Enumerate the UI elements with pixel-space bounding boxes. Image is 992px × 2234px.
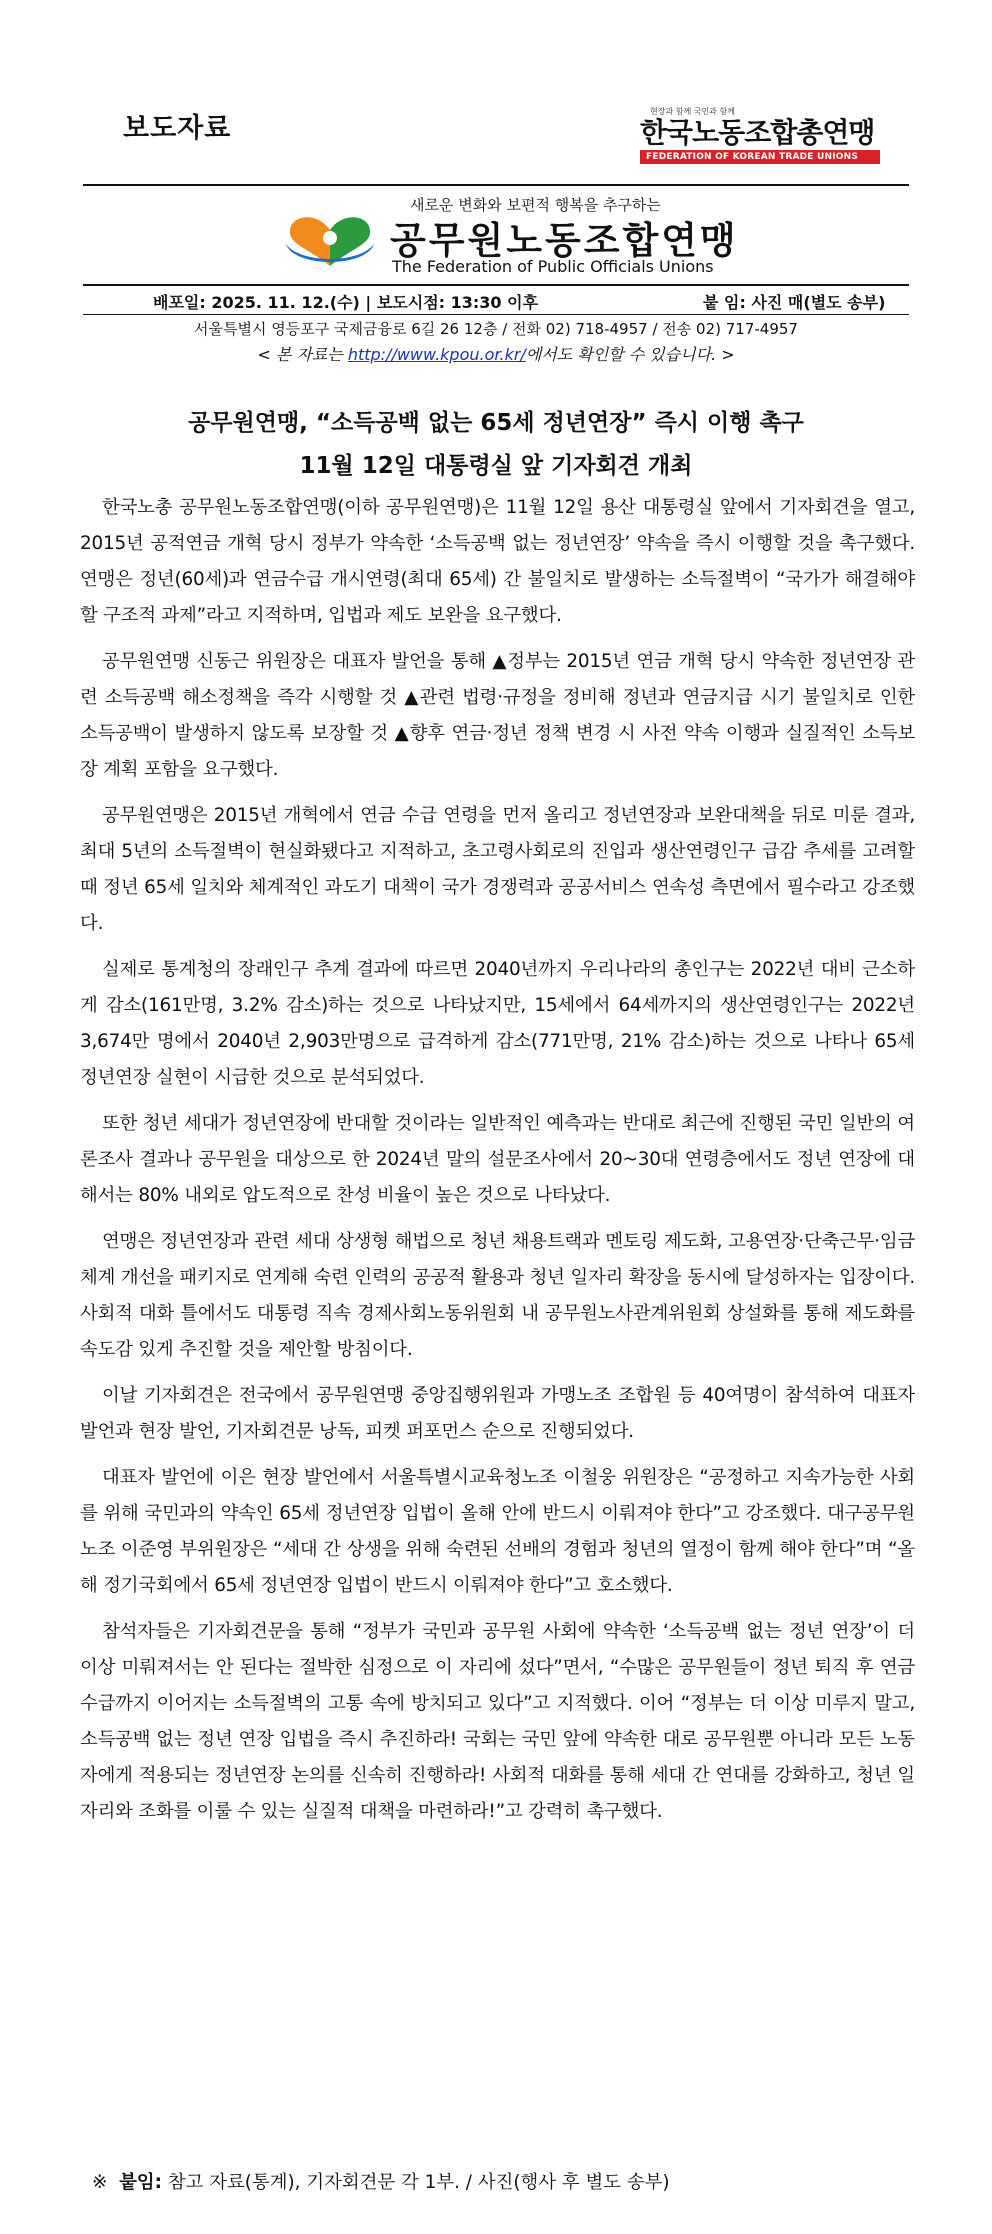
paragraph: 공무원연맹은 2015년 개혁에서 연금 수급 연령을 먼저 올리고 정년연장과 보완대책을 뒤로 미룬 결과, 최대 5년의 소득절벽이 현실화됐다고 지적하고, 초고령사회로의 진입과 생산연령인구 급감 추세를 고려할 때 정년 65세 일치와 체계적인 과도기 대책이 국가 경쟁력과 공공서비스 연속성 측면에서 필수라고 강조했다. <box>80 805 915 934</box>
paragraph: 참석자들은 기자회견문을 통해 “정부가 국민과 공무원 사회에 약속한 ‘소득공백 없는 정년 연장’이 더 이상 미뤄져서는 안 된다는 절박한 심정으로 이 자리에 섰다”면서, “수많은 공무원들이 정년 퇴직 후 연금 수급까지 이어지는 소득절벽의 고통 속에 방치되고 있다”고 지적했다. 이어 “정부는 더 이상 미루지 말고, 소득공백 없는 정년 연장 입법을 즉시 추진하라! 국회는 국민 앞에 약속한 대로 공무원뿐 아니라 모든 노동자에게 적용되는 정년연장 논의를 신속히 진행하라! 사회적 대화를 통해 세대 간 연대를 강화하고, 청년 일자리와 조화를 이룰 수 있는 실질적 대책을 마련하라!”고 강력히 촉구했다. <box>80 1621 915 1822</box>
reference-mark: ※ <box>92 2172 108 2193</box>
attachment-note: 붙 임: 사진 매(별도 송부) <box>703 293 886 312</box>
union-name-korean: 공무원노동조합연맹 <box>390 219 739 262</box>
union-logo-icon <box>280 208 380 272</box>
attachment-line <box>92 2168 670 2194</box>
paragraph: 한국노총 공무원노동조합연맹(이하 공무원연맹)은 11월 12일 용산 대통령실 앞에서 기자회견을 열고, 2015년 공적연금 개혁 당시 정부가 약속한 ‘소득공백 없는 정년연장’ 약속을 즉시 이행할 것을 촉구했다. 연맹은 정년(60세)과 연금수급 개시연령(최대 65세) 간 불일치로 발생하는 소득절벽이 “국가가 해결해야 할 구조적 과제”라고 지적하며, 입법과 제도 보완을 요구했다. <box>80 497 915 626</box>
release-meta-row <box>83 288 909 312</box>
fktu-name-english: FEDERATION OF KOREAN TRADE UNIONS <box>646 152 859 162</box>
article-body <box>80 490 915 1840</box>
fktu-red-bar <box>640 150 880 164</box>
contact-address: 서울특별시 영등포구 국제금융로 6길 26 12층 / 전화 02) 718-4957 / 전송 02) 717-4957 <box>194 320 798 338</box>
paragraph: 대표자 발언에 이은 현장 발언에서 서울특별시교육청노조 이철웅 위원장은 “공정하고 지속가능한 사회를 위해 국민과의 약속인 65세 정년연장 입법이 올해 안에 반드시 이뤄져야 한다”고 강조했다. 대구공무원노조 이준영 부위원장은 “세대 간 상생을 위해 숙련된 선배의 경험과 청년의 열정이 함께 해야 한다”며 “올해 정기국회에서 65세 정년연장 입법이 반드시 이뤄져야 한다”고 호소했다. <box>80 1467 915 1596</box>
press-release-label: 보도자료 <box>123 113 232 144</box>
subheadline: 11월 12일 대통령실 앞 기자회견 개최 <box>299 453 693 479</box>
notice-prefix: < 본 자료는 <box>257 345 348 364</box>
paragraph: 또한 청년 세대가 정년연장에 반대할 것이라는 일반적인 예측과는 반대로 최근에 진행된 국민 일반의 여론조사 결과나 공무원을 대상으로 한 2024년 말의 설문조사에서 20~30대 연령층에서도 정년 연장에 대해서는 80% 내외로 압도적으로 찬성 비율이 높은 것으로 나타났다. <box>80 1113 915 1206</box>
paragraph: 공무원연맹 신동근 위원장은 대표자 발언을 통해 ▲정부는 2015년 연금 개혁 당시 약속한 정년연장 관련 소득공백 해소정책을 즉각 시행할 것 ▲관련 법령·규정을 정비해 정년과 연금지급 시기 불일치로 인한 소득공백이 발생하지 않도록 보장할 것 ▲향후 연금·정년 정책 변경 시 사전 약속 이행과 실질적인 소득보장 계획 포함을 요구했다. <box>80 651 915 780</box>
website-link[interactable]: http://www.kpou.or.kr/ <box>347 345 526 364</box>
fktu-logo <box>640 106 880 164</box>
fktu-name: 한국노동조합총연맹 <box>640 116 875 149</box>
header-divider <box>83 184 909 186</box>
website-notice <box>0 342 992 365</box>
headline: 공무원연맹, “소득공백 없는 65세 정년연장” 즉시 이행 촉구 <box>188 410 804 436</box>
meta-top-divider <box>83 284 909 286</box>
release-dates: 배포일: 2025. 11. 12.(수) | 보도시점: 13:30 이후 <box>153 293 539 312</box>
fktu-slogan: 현장과 함께 국민과 함께 <box>650 107 735 116</box>
union-slogan: 새로운 변화와 보편적 행복을 추구하는 <box>410 196 661 214</box>
union-name-english: The Federation of Public Officials Unions <box>392 257 714 276</box>
notice-suffix: 에서도 확인할 수 있습니다. > <box>525 345 735 364</box>
attachment-text: 참고 자료(통계), 기자회견문 각 1부. / 사진(행사 후 별도 송부) <box>162 2172 670 2193</box>
paragraph: 실제로 통계청의 장래인구 추계 결과에 따르면 2040년까지 우리나라의 총인구는 2022년 대비 근소하게 감소(161만명, 3.2% 감소)하는 것으로 나타났지만, 15세에서 64세까지의 생산연령인구는 2022년 3,674만 명에서 2040년 2,903만명으로 급격하게 감소(771만명, 21% 감소)하는 것으로 나타나 65세 정년연장 실현이 시급한 것으로 분석되었다. <box>80 959 915 1088</box>
paragraph: 연맹은 정년연장과 관련 세대 상생형 해법으로 청년 채용트랙과 멘토링 제도화, 고용연장·단축근무·임금체계 개선을 패키지로 연계해 숙련 인력의 공공적 활용과 청년 일자리 확장을 동시에 달성하자는 입장이다. 사회적 대화 틀에서도 대통령 직속 경제사회노동위원회 내 공무원노사관계위원회 상설화를 통해 제도화를 속도감 있게 추진할 것을 제안할 방침이다. <box>80 1231 915 1360</box>
attachment-label: 붙임: <box>119 2172 163 2193</box>
meta-bottom-divider <box>83 314 909 315</box>
paragraph: 이날 기자회견은 전국에서 공무원연맹 중앙집행위원과 가맹노조 조합원 등 40여명이 참석하여 대표자 발언과 현장 발언, 기자회견문 낭독, 피켓 퍼포먼스 순으로 진행되었다. <box>80 1385 915 1442</box>
